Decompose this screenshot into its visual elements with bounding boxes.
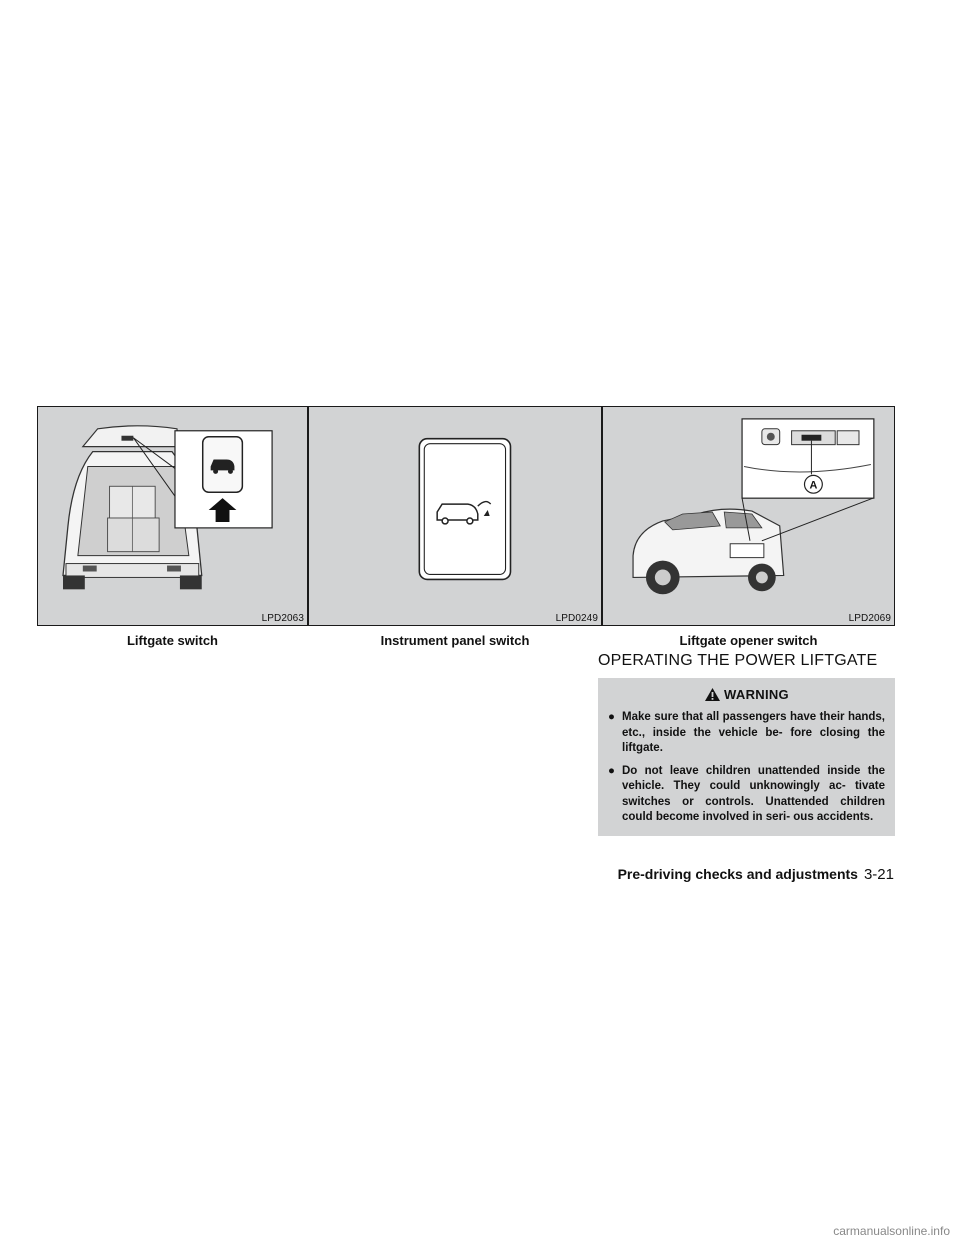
page-number: 3-21 xyxy=(863,866,894,883)
watermark: carmanualsonline.info xyxy=(833,1224,950,1238)
illustration-rear-cargo-area xyxy=(38,407,307,625)
warning-icon xyxy=(704,687,721,702)
page-footer xyxy=(618,866,894,883)
warning-heading xyxy=(608,686,885,704)
callout-label-a: A xyxy=(809,479,818,492)
illustration-panel-switch xyxy=(309,407,601,625)
illustration-opener-location xyxy=(603,407,894,625)
warning-item xyxy=(608,710,885,757)
figure-liftgate-switch xyxy=(37,406,308,626)
figure-instrument-panel-switch xyxy=(308,406,602,626)
figure-caption-liftgate-opener-switch: Liftgate opener switch xyxy=(679,633,818,648)
section-title: OPERATING THE POWER LIFTGATE xyxy=(598,652,878,669)
figure-code: LPD0249 xyxy=(555,613,598,624)
chapter-title: Pre-driving checks and adjustments xyxy=(617,866,858,882)
figure-caption-instrument-panel-switch: Instrument panel switch xyxy=(380,633,530,648)
warning-box xyxy=(598,678,895,836)
figure-code: LPD2063 xyxy=(261,613,304,624)
figure-liftgate-opener-switch xyxy=(602,406,895,626)
warning-label: WARNING xyxy=(724,687,789,702)
warning-list xyxy=(608,710,885,826)
warning-item-text: Make sure that all passengers have their hands, etc., inside the vehicle be- fore closing the liftgate. xyxy=(622,711,885,754)
warning-item xyxy=(608,764,885,826)
bullet: ● xyxy=(608,764,615,777)
bullet: ● xyxy=(608,711,615,723)
figure-code: LPD2069 xyxy=(848,613,891,624)
warning-item-text: Do not leave children unattended inside the vehicle. They could unknowingly ac- tivate switches or controls. Unattended children could become involved in seri- ous accidents. xyxy=(622,764,885,823)
figure-caption-liftgate-switch: Liftgate switch xyxy=(126,633,218,648)
